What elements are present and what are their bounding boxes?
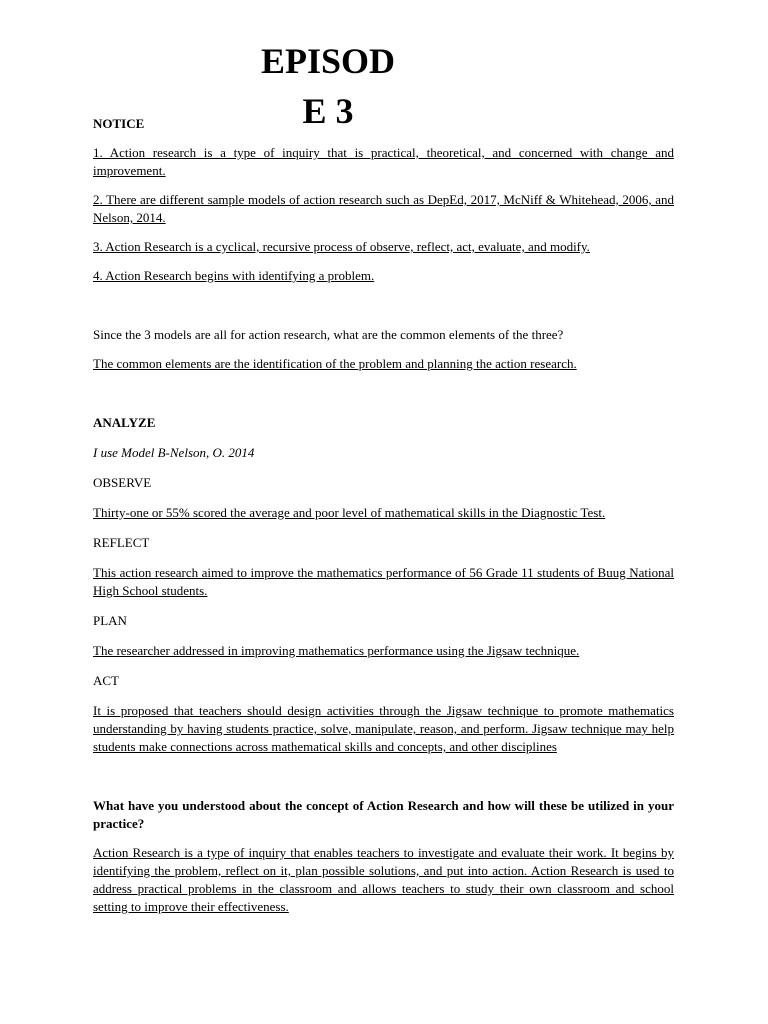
observe-label: OBSERVE	[93, 475, 152, 490]
notice-item-4: 4. Action Research begins with identifying a problem.	[93, 268, 375, 283]
plan-label: PLAN	[93, 613, 127, 628]
question-common-elements: Since the 3 models are all for action research, what are the common elements of the three?	[93, 327, 564, 342]
title-line-1: EPISOD	[260, 41, 396, 81]
reflect-label: REFLECT	[93, 535, 150, 550]
act-text: It is proposed that teachers should design activities through the Jigsaw technique to promote mathematics understanding by having students practice, solve, manipulate, reason, and perform. Jigsaw technique may help students make connections across mathematical skills and concepts, and other disciplines	[93, 703, 674, 754]
notice-item-1: 1. Action research is a type of inquiry that is practical, theoretical, and concerned with change and improvement.	[93, 145, 674, 178]
answer-common-elements: The common elements are the identification of the problem and planning the action research.	[93, 356, 577, 371]
plan-text: The researcher addressed in improving mathematics performance using the Jigsaw technique.	[93, 643, 580, 658]
notice-heading: NOTICE	[93, 116, 145, 131]
notice-item-2: 2. There are different sample models of action research such as DepEd, 2017, McNiff & Whitehead, 2006, and Nelson, 2014.	[93, 192, 674, 225]
act-label: ACT	[93, 673, 119, 688]
title-line-2: E 3	[302, 91, 354, 131]
model-used: I use Model B-Nelson, O. 2014	[93, 445, 255, 460]
question-understanding: What have you understood about the concept of Action Research and how will these be utilized in your practice?	[93, 798, 674, 831]
analyze-heading: ANALYZE	[93, 415, 156, 430]
document-body	[93, 115, 674, 916]
observe-text: Thirty-one or 55% scored the average and poor level of mathematical skills in the Diagnostic Test.	[93, 505, 606, 520]
notice-item-3: 3. Action Research is a cyclical, recursive process of observe, reflect, act, evaluate, and modify.	[93, 239, 590, 254]
reflect-text: This action research aimed to improve the mathematics performance of 56 Grade 11 students of Buug National High School students.	[93, 565, 674, 598]
answer-understanding: Action Research is a type of inquiry that enables teachers to investigate and evaluate their work. It begins by identifying the problem, reflect on it, plan possible solutions, and put into action. Action Research is used to address practical problems in the classroom and allows teachers to study their own classroom and school setting to improve their effectiveness.	[93, 845, 674, 914]
